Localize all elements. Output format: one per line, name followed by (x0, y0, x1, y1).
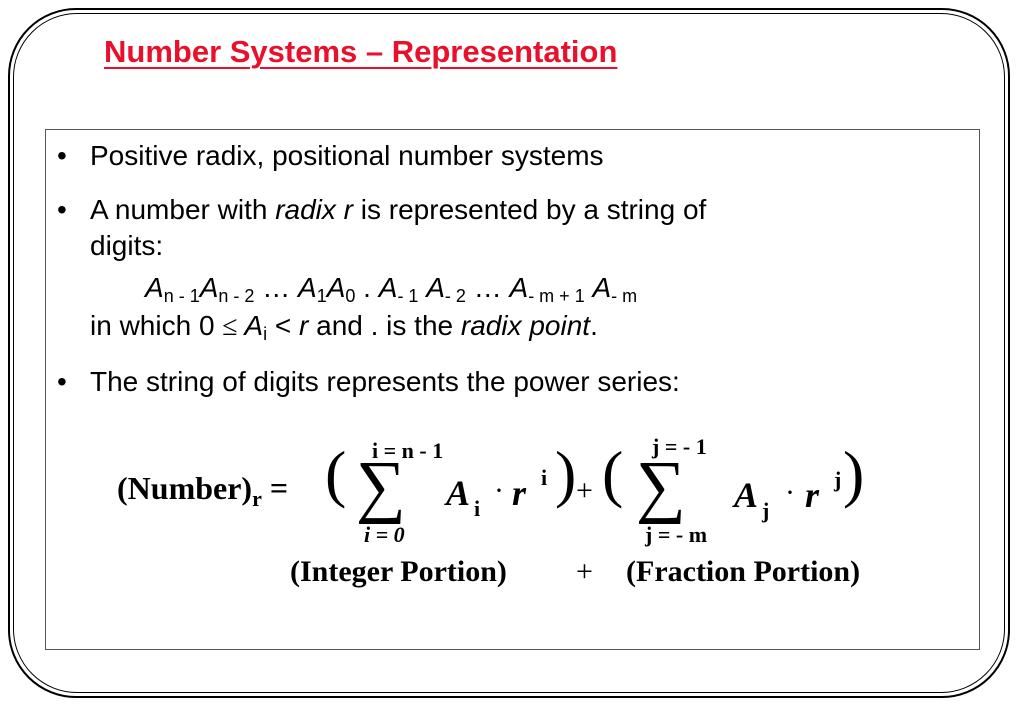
ellipsis: … (465, 272, 510, 303)
digit-a: A (426, 272, 445, 303)
digit-a: A (298, 272, 317, 303)
bullet-marker: • (57, 194, 67, 225)
cond-mid: and . is the (308, 310, 461, 341)
bullet-2-line2: digits: (90, 230, 164, 261)
cond-sub: i (263, 324, 268, 344)
term-a-sub: i (474, 496, 481, 521)
plus-sign: + (576, 474, 593, 507)
digit-sub: 1 (316, 286, 327, 306)
term-a: A (734, 475, 759, 515)
term-a: A (446, 473, 471, 513)
digit-a: A (378, 272, 398, 303)
dot-operator: · (785, 476, 795, 509)
sum-upper-limit: i = n - 1 (372, 438, 444, 463)
radix-point-term: radix point (460, 310, 591, 341)
sigma-symbol: ∑ (356, 448, 406, 525)
term-r-exp: j (834, 467, 842, 492)
close-paren: ) (555, 438, 577, 509)
digit-sub: - 2 (444, 286, 466, 306)
digit-sub: 0 (345, 286, 356, 306)
digit-condition (90, 309, 598, 344)
digit-a: A (592, 272, 612, 303)
digit-sub: n - 2 (218, 286, 255, 306)
digit-sequence (145, 271, 637, 305)
sigma-symbol: ∑ (636, 448, 686, 525)
digit-sub: - m (611, 286, 638, 306)
digit-sub: n - 1 (163, 286, 200, 306)
sum-upper-limit: j = - 1 (652, 434, 707, 459)
cond-r: r (299, 310, 309, 341)
digit-sub: - m + 1 (528, 286, 585, 306)
bullet-marker: • (57, 140, 67, 171)
bullet-2-post: is represented by a string of (353, 194, 707, 225)
bullet-1-text: Positive radix, positional number systems (90, 140, 604, 171)
cond-pre: in which 0 (90, 310, 223, 341)
dot-operator: · (494, 474, 504, 507)
sum-lower-limit: i = 0 (364, 522, 405, 547)
cond-a: A (237, 310, 264, 341)
digit-sub: - 1 (397, 286, 419, 306)
bullet-2-text (90, 193, 706, 227)
lhs-number: (Number) (117, 470, 253, 506)
equals-sign: = (269, 470, 289, 506)
ellipsis: … (254, 272, 298, 303)
cond-end: . (590, 310, 598, 341)
bullet-2-radix: radix r (275, 194, 353, 225)
term-r: r (512, 473, 527, 513)
fraction-portion-label: (Fraction Portion) (626, 555, 861, 588)
slide-title: Number Systems – Representation (104, 34, 618, 69)
integer-portion-label: (Integer Portion) (290, 555, 507, 588)
digit-a: A (199, 272, 219, 303)
digit-a: A (326, 272, 346, 303)
digit-a: A (145, 272, 164, 303)
bullet-3-text: The string of digits represents the power series: (90, 366, 680, 397)
open-paren: ( (602, 438, 624, 509)
bullet-marker: • (57, 366, 67, 397)
bullet-2-pre: A number with (90, 194, 276, 225)
le-symbol: ≤ (222, 311, 238, 342)
open-paren: ( (325, 438, 347, 509)
close-paren: ) (843, 438, 865, 509)
term-a-sub: j (762, 498, 770, 523)
lt-symbol: < (267, 310, 300, 341)
sum-lower-limit: j = - m (645, 522, 708, 547)
portion-plus: + (576, 555, 593, 588)
formula-lhs (117, 470, 289, 511)
term-r-exp: i (541, 465, 548, 490)
radix-dot: . (355, 272, 379, 303)
lhs-sub: r (252, 486, 262, 511)
term-r: r (805, 475, 820, 515)
digit-a: A (509, 272, 529, 303)
